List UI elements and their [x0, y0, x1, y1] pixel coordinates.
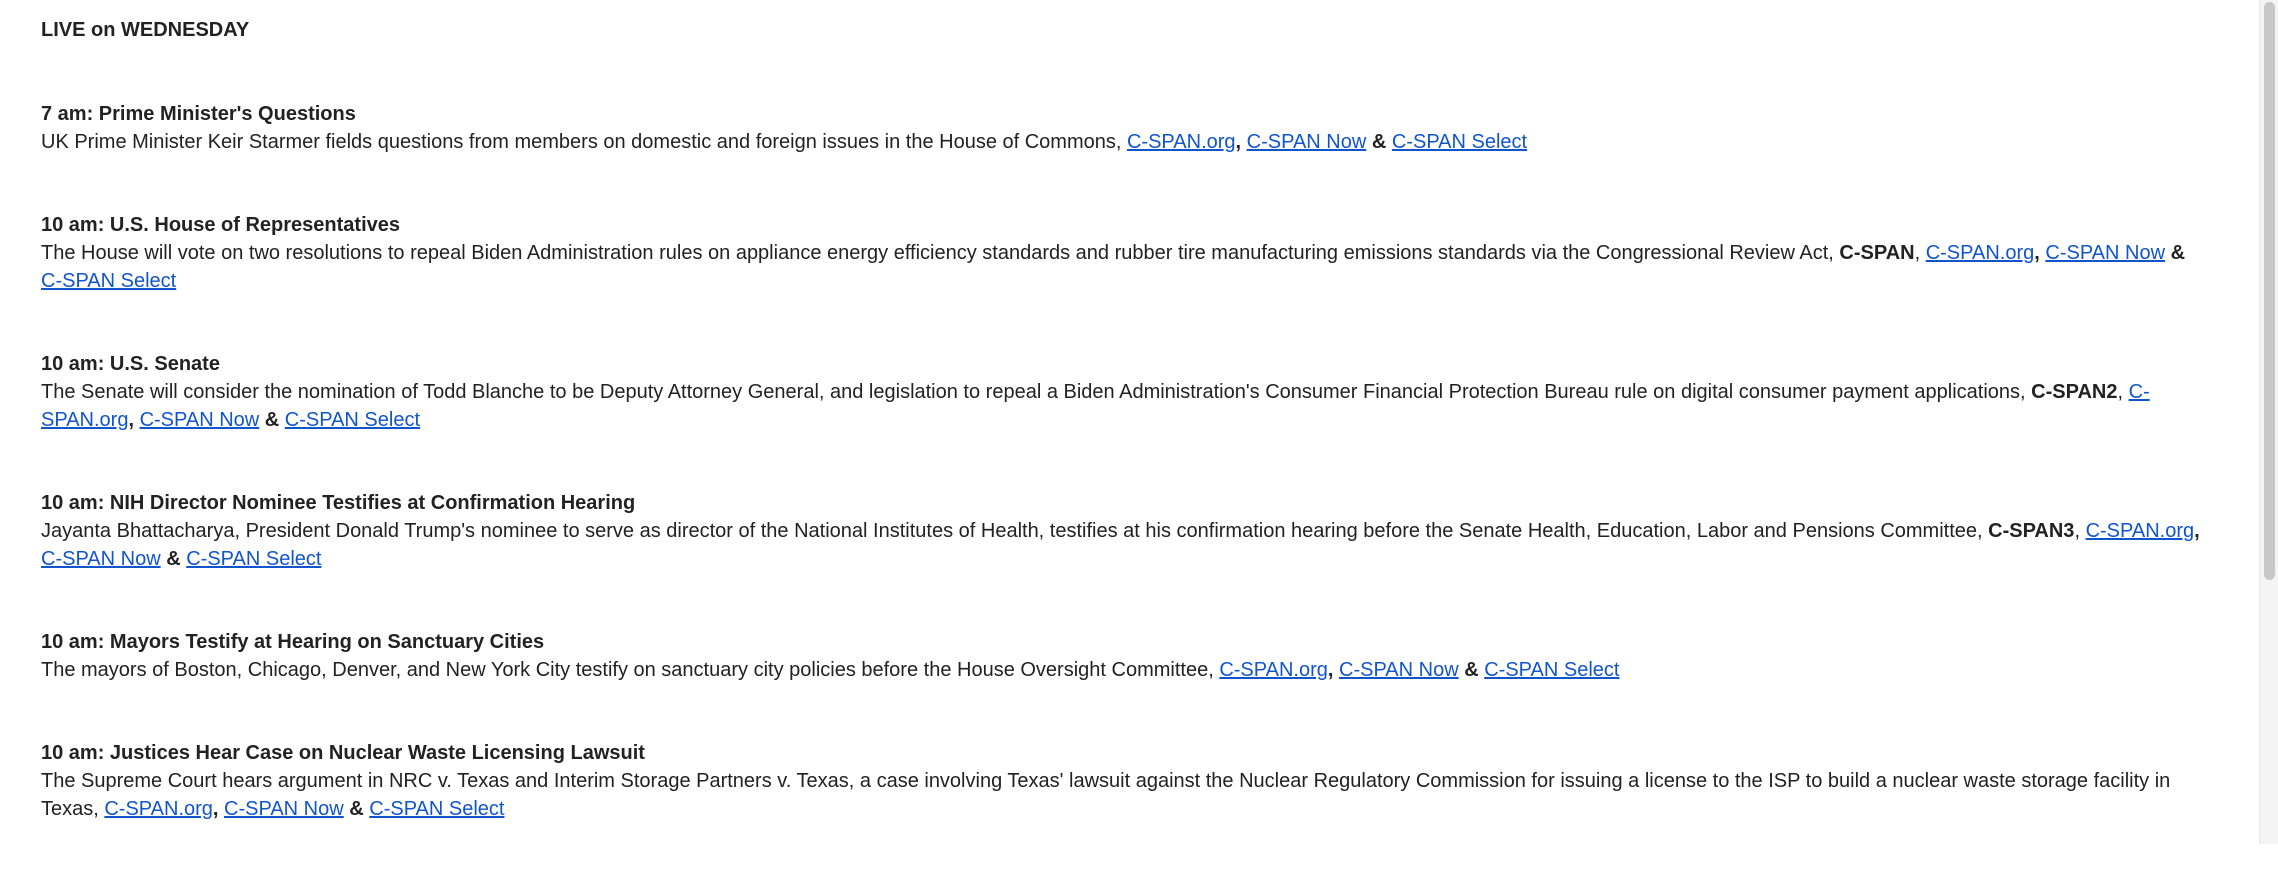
cspan-select-link[interactable]: C-SPAN Select	[41, 270, 177, 292]
separator: ,	[212, 798, 225, 820]
separator: ,	[2074, 520, 2086, 542]
network-name: C-SPAN	[1839, 242, 1915, 264]
cspan-select-link[interactable]: C-SPAN Select	[369, 798, 505, 820]
event-description: Jayanta Bhattacharya, President Donald Trump's nominee to serve as director of the National Institutes of Health, testifies at his confirmation hearing before the Senate Health, Education, Labor and Pensions Committee,	[41, 520, 1989, 542]
event-title: 10 am: Mayors Testify at Hearing on Sanctuary Cities	[41, 631, 545, 653]
event-title: 10 am: U.S. Senate	[41, 353, 220, 375]
cspan-org-link[interactable]: C-SPAN.org	[2085, 520, 2195, 542]
vertical-scrollbar[interactable]	[2259, 0, 2278, 844]
cspan-select-link[interactable]: C-SPAN Select	[1391, 131, 1528, 153]
event-title: 10 am: Justices Hear Case on Nuclear Waste Licensing Lawsuit	[41, 742, 645, 764]
separator: ,	[1327, 659, 1339, 681]
schedule-content	[41, 16, 2211, 878]
event-item	[41, 211, 2211, 295]
event-description: The Supreme Court hears argument in NRC v. Texas and Interim Storage Partners v. Texas, a case involving Texas' lawsuit against the Nuclear Regulatory Commission for issuing a license to the ISP to build a nuclear waste storage facility in Texas,	[41, 770, 2171, 820]
cspan-now-link[interactable]: C-SPAN Now	[2045, 242, 2166, 264]
event-item	[41, 489, 2211, 573]
event-title: 10 am: U.S. House of Representatives	[41, 214, 401, 236]
separator: &	[2165, 242, 2186, 264]
event-description: The mayors of Boston, Chicago, Denver, and New York City testify on sanctuary city policies before the House Oversight Committee,	[41, 659, 1220, 681]
event-item	[41, 350, 2211, 434]
separator: ,	[2034, 242, 2046, 264]
cspan-now-link[interactable]: C-SPAN Now	[1246, 131, 1367, 153]
cspan-org-link[interactable]: C-SPAN.org	[1126, 131, 1236, 153]
separator: ,	[1914, 242, 1926, 264]
separator: &	[1458, 659, 1485, 681]
network-name: C-SPAN2	[2031, 381, 2118, 403]
event-body	[41, 128, 2211, 156]
cspan-org-link[interactable]: C-SPAN.org	[41, 381, 2150, 431]
event-body	[41, 767, 2211, 823]
event-body	[41, 656, 2211, 684]
event-title: 10 am: NIH Director Nominee Testifies at Confirmation Hearing	[41, 492, 636, 514]
event-item	[41, 628, 2211, 684]
cspan-now-link[interactable]: C-SPAN Now	[224, 798, 344, 820]
event-description: The House will vote on two resolutions to repeal Biden Administration rules on appliance energy efficiency standards and rubber tire manufacturing emissions standards via the Congressional Review Act,	[41, 242, 1840, 264]
separator: &	[1366, 131, 1392, 153]
cspan-org-link[interactable]: C-SPAN.org	[1925, 242, 2035, 264]
cspan-select-link[interactable]: C-SPAN Select	[186, 548, 322, 570]
separator: ,	[128, 409, 140, 431]
cspan-now-link[interactable]: C-SPAN Now	[139, 409, 260, 431]
event-body	[41, 517, 2211, 573]
event-body	[41, 239, 2211, 295]
separator: ,	[1235, 131, 1247, 153]
event-title: 7 am: Prime Minister's Questions	[41, 103, 356, 125]
separator: &	[343, 798, 370, 820]
event-item	[41, 739, 2211, 823]
event-body	[41, 378, 2211, 434]
event-item	[41, 100, 2211, 156]
separator: ,	[2117, 381, 2129, 403]
schedule-heading: LIVE on WEDNESDAY	[41, 19, 250, 41]
separator: ,	[2194, 520, 2200, 542]
event-description: UK Prime Minister Keir Starmer fields questions from members on domestic and foreign issues in the House of Commons,	[41, 131, 1127, 153]
scrollbar-thumb[interactable]	[2264, 2, 2275, 580]
event-description: The Senate will consider the nomination of Todd Blanche to be Deputy Attorney General, and legislation to repeal a Biden Administration's Consumer Financial Protection Bureau rule on digital consumer payment applications,	[41, 381, 2032, 403]
cspan-now-link[interactable]: C-SPAN Now	[41, 548, 161, 570]
cspan-org-link[interactable]: C-SPAN.org	[104, 798, 213, 820]
cspan-select-link[interactable]: C-SPAN Select	[284, 409, 421, 431]
cspan-now-link[interactable]: C-SPAN Now	[1339, 659, 1459, 681]
separator: &	[160, 548, 187, 570]
cspan-select-link[interactable]: C-SPAN Select	[1484, 659, 1620, 681]
cspan-org-link[interactable]: C-SPAN.org	[1219, 659, 1328, 681]
network-name: C-SPAN3	[1988, 520, 2075, 542]
separator: &	[259, 409, 285, 431]
